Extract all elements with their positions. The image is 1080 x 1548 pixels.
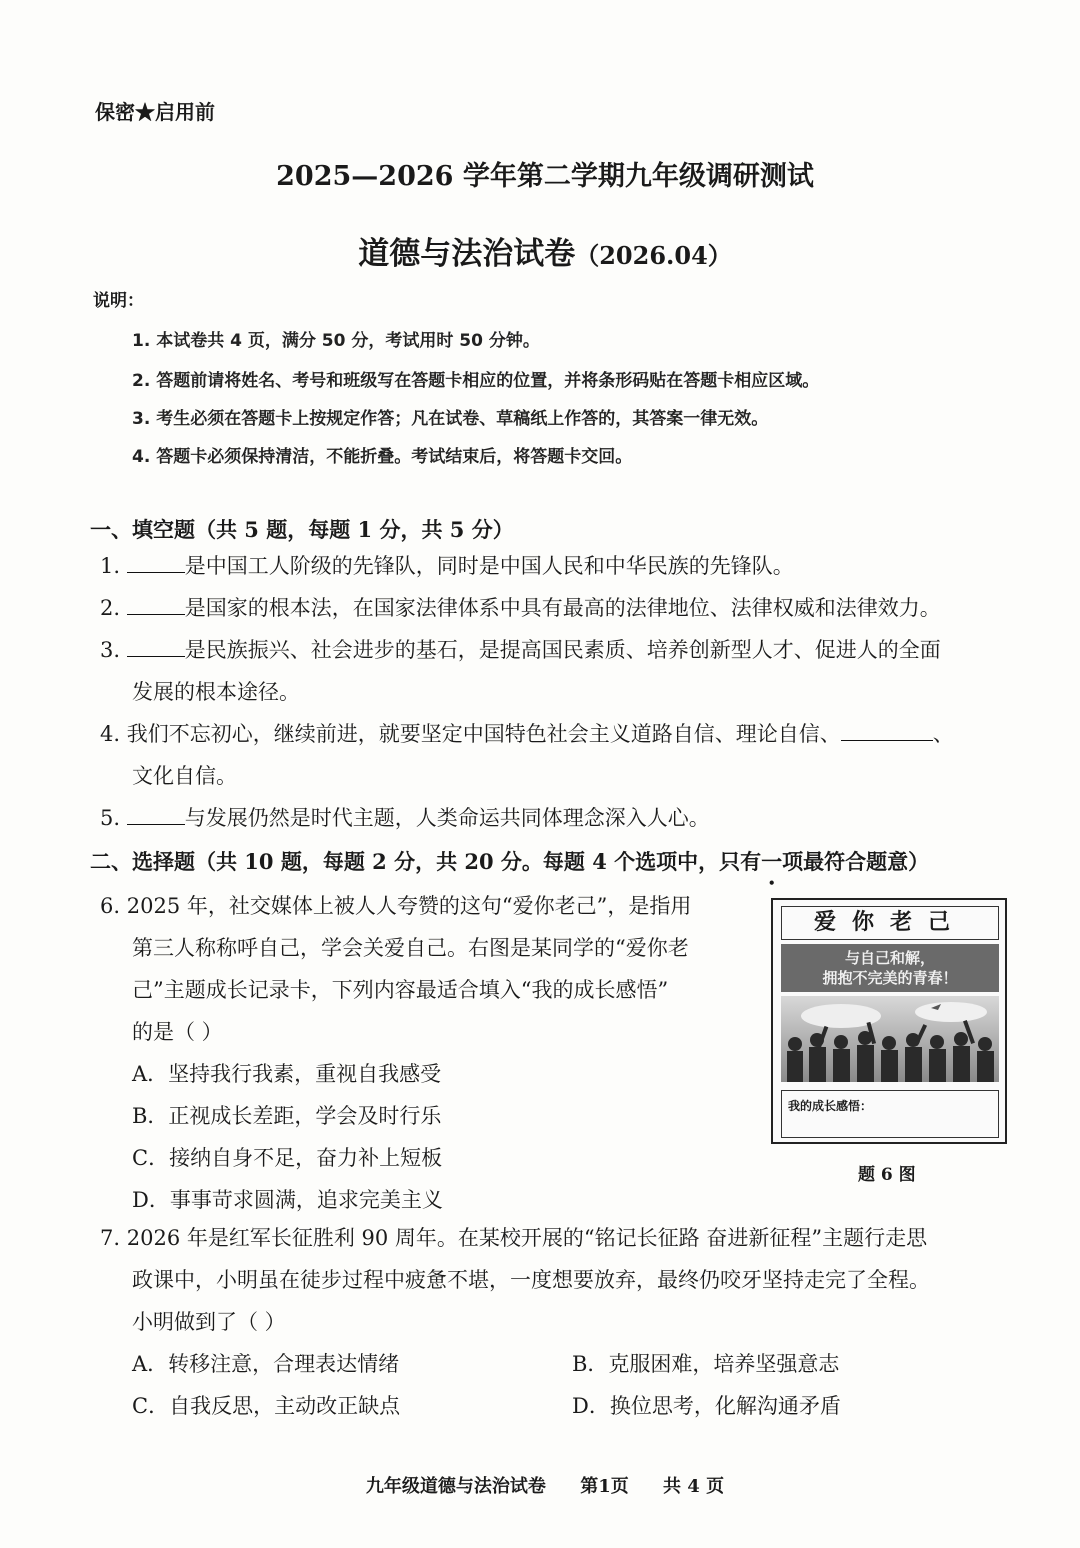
answer-blank	[127, 638, 185, 657]
instruction-item: 2. 答题前请将姓名、考号和班级写在答题卡相应的位置，并将条形码贴在答题卡相应区域。	[132, 371, 820, 391]
question-text: 我们不忘初心，继续前进，就要坚定中国特色社会主义道路自信、理论自信、	[126, 722, 841, 746]
question-3-continuation: 发展的根本途径。	[132, 680, 300, 704]
growth-record-card	[771, 898, 1007, 1144]
answer-blank	[127, 806, 185, 825]
option-d: D．换位思考，化解沟通矛盾	[572, 1394, 841, 1418]
answer-blank	[127, 596, 185, 615]
question-5	[100, 802, 710, 832]
exam-date: （2026.04）	[575, 241, 732, 270]
question-text: 2025 年，社交媒体上被人人夸赞的这句“爱你老己”，是指用	[126, 894, 692, 918]
question-text-line: 政课中，小明虽在徒步过程中疲惫不堪，一度想要放弃，最终仍咬牙坚持走完了全程。	[132, 1268, 930, 1292]
question-3	[100, 634, 941, 664]
banner-line: 与自己和解，	[844, 949, 935, 967]
banner-line: 拥抱不完美的青春！	[822, 969, 958, 987]
exam-title: 2025—2026 学年第二学期九年级调研测试	[276, 161, 814, 192]
question-text: 是国家的根本法，在国家法律体系中具有最高的法律地位、法律权威和法律效力。	[184, 596, 941, 620]
question-text-line: 小明做到了（ ）	[132, 1310, 286, 1334]
card-banner	[781, 944, 999, 992]
question-text-line: 第三人称称呼自己，学会关爱自己。右图是某同学的“爱你老	[132, 936, 689, 960]
question-number: 7.	[100, 1226, 121, 1250]
answer-blank	[841, 722, 933, 741]
question-text: 与发展仍然是时代主题，人类命运共同体理念深入人心。	[184, 806, 710, 830]
question-4-continuation: 文化自信。	[132, 764, 237, 788]
question-text-line: 己”主题成长记录卡，下列内容最适合填入“我的成长感悟”	[132, 978, 669, 1002]
question-number: 5.	[100, 806, 121, 830]
question-text-line: 的是（ ）	[132, 1020, 223, 1044]
question-number: 3.	[100, 638, 121, 662]
instruction-item: 3. 考生必须在答题卡上按规定作答；凡在试卷、草稿纸上作答的，其答案一律无效。	[132, 409, 769, 429]
footer-title: 九年级道德与法治试卷	[365, 1476, 546, 1497]
heading-part: 项最符合题意）	[782, 849, 930, 874]
option-b: B．克服困难，培养坚强意志	[572, 1352, 840, 1376]
section-fill-blank-heading: 一、填空题（共 5 题，每题 1 分，共 5 分）	[90, 517, 514, 542]
option-c: C．接纳自身不足，奋力补上短板	[132, 1146, 443, 1170]
question-1	[100, 550, 794, 580]
option-b: B．正视成长差距，学会及时行乐	[132, 1104, 442, 1128]
instructions-label: 说明：	[93, 291, 144, 311]
emphasis-mark: 一	[761, 849, 783, 874]
question-7	[100, 1222, 927, 1252]
question-number: 2.	[100, 596, 121, 620]
question-text: 是民族振兴、社会进步的基石，是提高国民素质、培养创新型人才、促进人的全面	[184, 638, 941, 662]
question-tail: 、	[932, 722, 954, 746]
growth-insight-box: 我的成长感悟：	[781, 1090, 999, 1138]
figure-caption: 题 6 图	[858, 1165, 916, 1185]
heading-part: 二、选择题（共 10 题，每题 2 分，共 20 分。每题 4 个选项中，只有	[90, 849, 762, 874]
option-a: A．坚持我行我素，重视自我感受	[132, 1062, 442, 1086]
confidential-label: 保密★启用前	[95, 100, 215, 124]
answer-blank	[127, 554, 185, 573]
page-number: 第1页	[580, 1476, 629, 1497]
subject-name: 道德与法治试卷	[358, 236, 576, 272]
question-2	[100, 592, 941, 622]
card-title: 爱你老己	[781, 906, 999, 940]
question-4	[100, 718, 954, 748]
question-text: 是中国工人阶级的先锋队，同时是中国人民和中华民族的先锋队。	[184, 554, 794, 578]
question-number: 6.	[100, 894, 121, 918]
option-d: D．事事苛求圆满，追求完美主义	[132, 1188, 443, 1212]
students-photo	[781, 996, 999, 1082]
question-text: 2026 年是红军长征胜利 90 周年。在某校开展的“铭记长征路 奋进新征程”主题行走思	[126, 1226, 928, 1250]
question-number: 1.	[100, 554, 121, 578]
option-a: A．转移注意，合理表达情绪	[132, 1352, 400, 1376]
instruction-item: 1. 本试卷共 4 页，满分 50 分，考试用时 50 分钟。	[132, 331, 540, 351]
option-c: C．自我反思，主动改正缺点	[132, 1394, 401, 1418]
page-footer	[0, 1472, 1080, 1498]
instruction-item: 4. 答题卡必须保持清洁，不能折叠。考试结束后，将答题卡交回。	[132, 447, 633, 467]
section-choice-heading	[90, 846, 929, 876]
question-6	[100, 890, 691, 920]
page-total: 共 4 页	[663, 1476, 725, 1497]
question-number: 4.	[100, 722, 121, 746]
subject-title	[0, 228, 1080, 273]
